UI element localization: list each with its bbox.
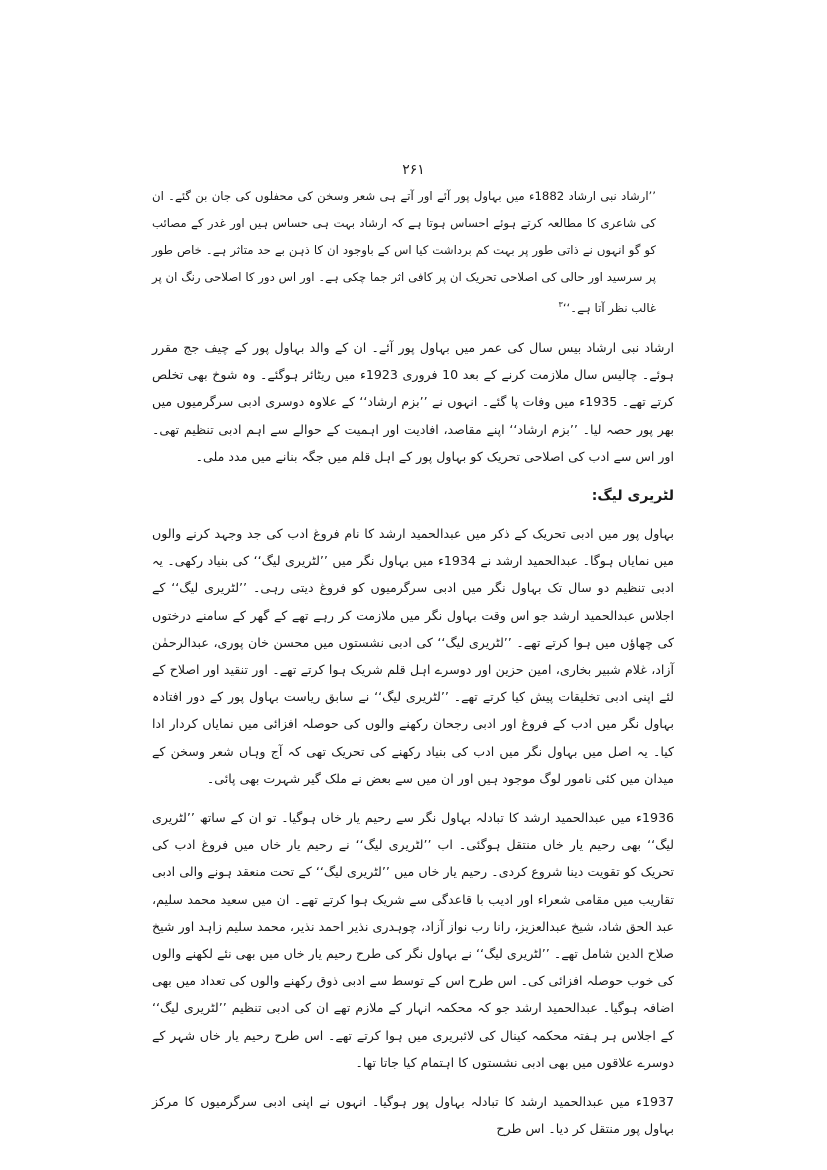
quote-text: ’’ارشاد نبی ارشاد 1882ء میں بہاول پور آئے اور آتے ہی شعر وسخن کی محفلوں کی جان بن گئے۔ ان کی شاعری کا مطالعہ کرتے ہوئے احساس ہوتا ہے کہ ارشاد بہت ہی حساس ہیں اور غدر کے مصائب کو گو انہوں نے ذاتی طور پر بہت کم برداشت کیا اس کے باوجود ان کا ذہن بے حد متاثر ہے۔ خاص طور پر سرسید اور حالی کی اصلاحی تحریک ان پر کافی اثر جما چکی ہے۔ اور اس دور کا اصلاحی رنگ ان پر غالب نظر آتا ہے۔‘‘ — [152, 189, 656, 315]
page-content — [152, 183, 674, 1154]
paragraph-rahim-yar-khan: 1936ء میں عبدالحمید ارشد کا تبادلہ بہاول نگر سے رحیم یار خاں ہوگیا۔ تو ان کے ساتھ ’’لٹریری لیگ‘‘ بھی رحیم یار خاں منتقل ہوگئی۔ اب ’’لٹریری لیگ‘‘ نے رحیم یار خاں میں فروغ ادب کی تحریک کو تقویت دینا شروع کردی۔ رحیم یار خاں میں ’’لٹریری لیگ‘‘ کے تحت منعقد ہونے والی ادبی تقاریب میں مقامی شعراء اور ادیب با قاعدگی سے شریک ہوا کرتے تھے۔ ان میں سعید محمد سلیم، عبد الحق شاد، شیخ عبدالعزیز، رانا رب نواز آزاد، چوہدری نذیر احمد نذیر، محمد سلیم زاہد اور شیخ صلاح الدین شامل تھے۔ ’’لٹریری لیگ‘‘ نے بہاول نگر کی طرح رحیم یار خاں میں بھی نئے لکھنے والوں کی خوب حوصلہ افزائی کی۔ اس طرح اس کے توسط سے ادبی ذوق رکھنے والوں کی تعداد میں بھی اضافہ ہوگیا۔ عبدالحمید ارشد جو کہ محکمہ انہار کے ملازم تھے ان کی ادبی تنظیم ’’لٹریری لیگ‘‘ کے اجلاس ہر ہفتہ محکمہ کینال کی لائبریری میں ہوا کرتے تھے۔ اس طرح رحیم یار خاں شہر کے دوسرے علاقوں میں بھی ادبی نشستوں کا اہتمام کیا جاتا تھا۔ — [152, 809, 674, 1070]
paragraph-literary-league: بہاول پور میں ادبی تحریک کے ذکر میں عبدالحمید ارشد کا نام فروغ ادب کی جد وجہد کرنے والوں میں نمایاں ہوگا۔ عبدالحمید ارشد نے 1934ء میں بہاول نگر میں ’’لٹریری لیگ‘‘ کی بنیاد رکھی۔ یہ ادبی تنظیم دو سال تک بہاول نگر میں ادبی سرگرمیوں کو فروغ دیتی رہی۔ ’’لٹریری لیگ‘‘ کے اجلاس عبدالحمید ارشد جو اس وقت بہاول نگر میں ملازمت کر رہے تھے کے گھر کے سامنے درختوں کی چھاؤں میں ہوا کرتے تھے۔ ’’لٹریری لیگ‘‘ کی ادبی نشستوں میں محسن خان پوری، عبدالرحمٰن آزاد، غلام شبیر بخاری، امین حزین اور دوسرے اہل قلم شریک ہوا کرتے تھے۔ اور تنقید اور اصلاح کے لئے اپنی ادبی تخلیقات پیش کیا کرتے تھے۔ ’’لٹریری لیگ‘‘ نے سابق ریاست بہاول پور کے دور افتادہ بہاول نگر میں ادب کے فروغ اور ادبی رجحان رکھنے والوں کی حوصلہ افزائی میں نمایاں کردار ادا کیا۔ یہ اصل میں بہاول نگر میں ادب کی بنیاد رکھنے کی تحریک تھی کہ آج وہاں شعر وسخن کے میدان میں کئی نامور لوگ موجود ہیں اور ان میں سے بعض نے ملک گیر شہرت بھی پائی۔ — [152, 525, 674, 786]
paragraph-irshad-nabi: ارشاد نبی ارشاد بیس سال کی عمر میں بہاول پور آئے۔ ان کے والد بہاول پور کے چیف جج مقرر ہوئے۔ چالیس سال ملازمت کرنے کے بعد 10 فروری 1923ء میں ریٹائر ہوگئے۔ وہ شوخ بھی تخلص کرتے تھے۔ 1935ء میں وفات پا گئے۔ انہوں نے ’’بزم ارشاد‘‘ کے علاوہ دوسری ادبی سرگرمیوں میں بھر پور حصہ لیا۔ ’’بزم ارشاد‘‘ اپنے مقاصد، افادیت اور اہمیت کے حوالے سے اہم ادبی تنظیم تھی۔ اور اس سے ادب کی اصلاحی تحریک کو بہاول پور کے اہل قلم میں جگہ بنانے میں مدد ملی۔ — [152, 339, 674, 464]
footnote-marker: ۳ — [558, 300, 563, 309]
block-quote — [152, 183, 656, 322]
page-number: ۲۶۱ — [402, 162, 425, 178]
section-heading: لٹریری لیگ: — [591, 487, 674, 504]
paragraph-bahawalpur-1937: 1937ء میں عبدالحمید ارشد کا تبادلہ بہاول پور ہوگیا۔ انہوں نے اپنی ادبی سرگرمیوں کا مرکز بہاول پور منتقل کر دیا۔ اس طرح — [152, 1093, 674, 1137]
